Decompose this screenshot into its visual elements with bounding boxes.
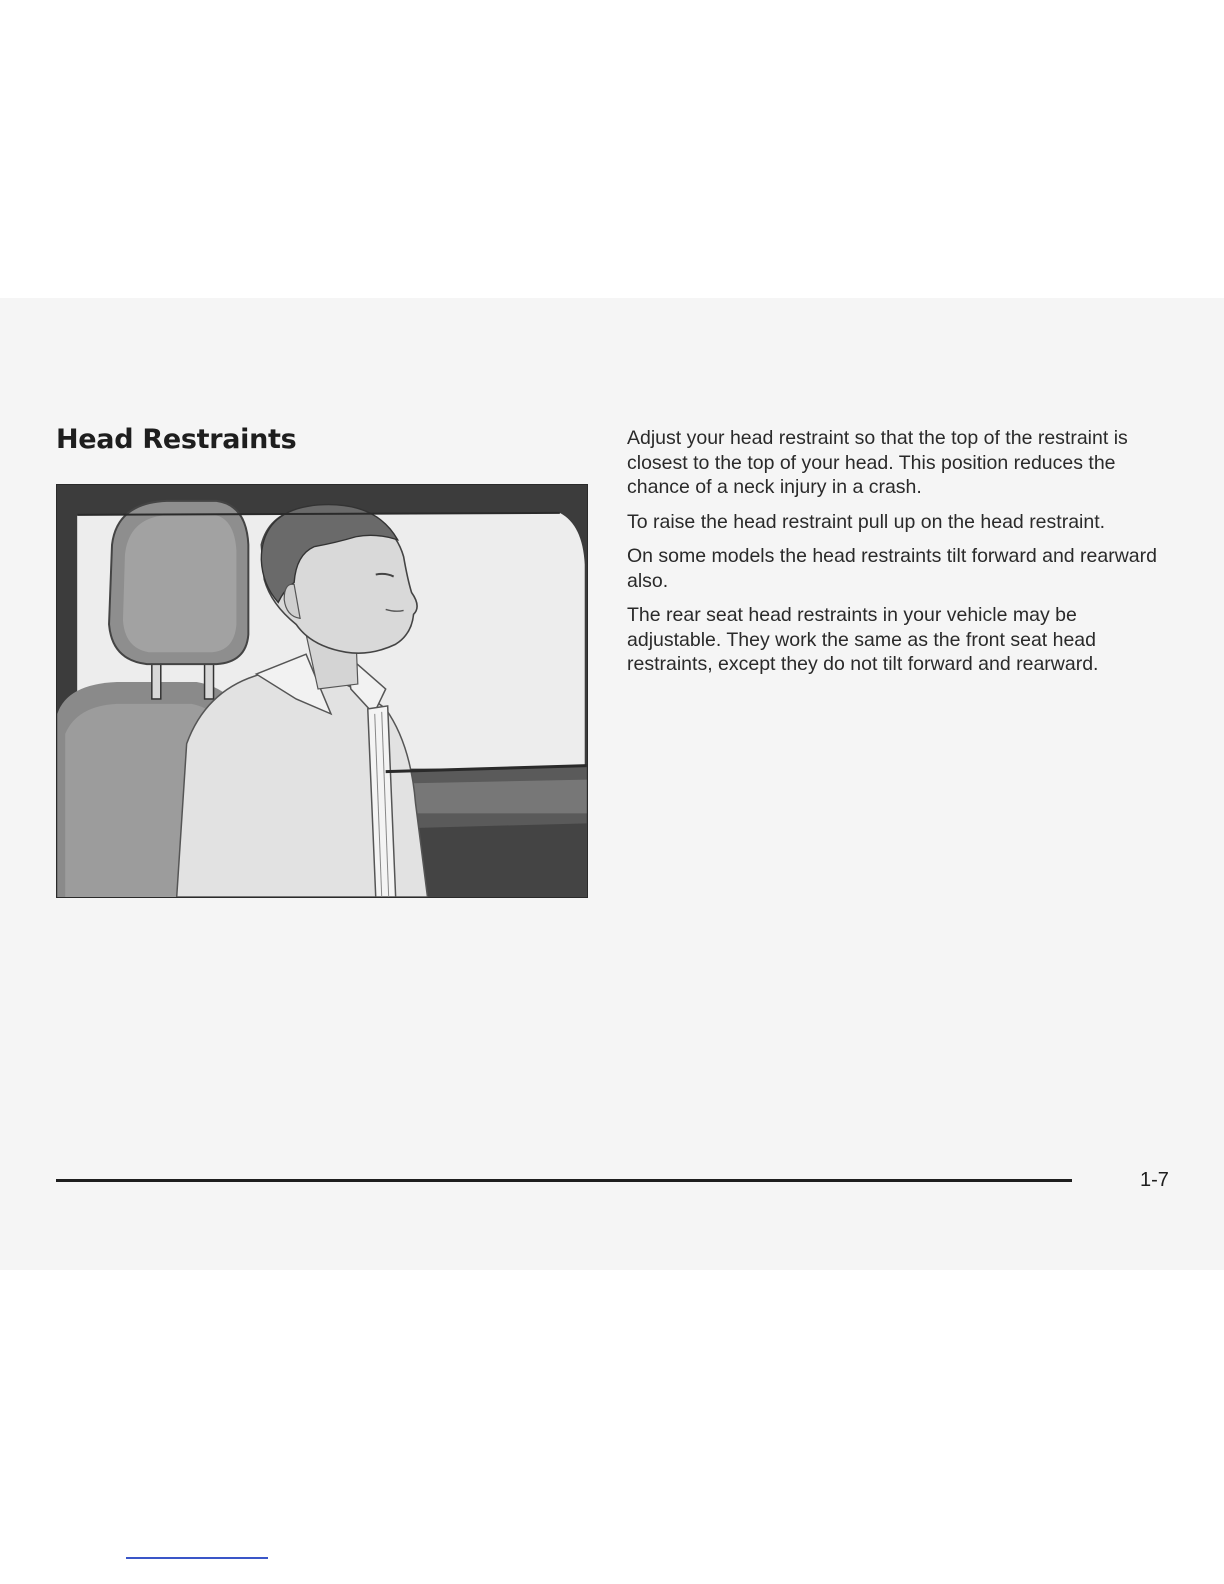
page-number: 1-7: [1140, 1169, 1169, 1191]
illustration-drawing: [57, 485, 587, 897]
paragraph: Adjust your head restraint so that the top of the restraint is closest to the top of your head. This position reduces the chance of a neck injury in a crash.: [627, 427, 1128, 498]
section-heading: Head Restraints: [56, 424, 297, 455]
head-restraint-illustration: [56, 484, 588, 898]
paragraph: The rear seat head restraints in your vehicle may be adjustable. They work the same as the front seat head restraints, except they do not tilt forward and rearward.: [627, 604, 1099, 675]
footer-divider: [56, 1179, 1072, 1182]
link-underline[interactable]: [126, 1557, 268, 1559]
paragraph: To raise the head restraint pull up on the head restraint.: [627, 510, 1106, 533]
paragraph: On some models the head restraints tilt forward and rearward also.: [627, 545, 1157, 592]
body-text-column: [627, 426, 1172, 687]
